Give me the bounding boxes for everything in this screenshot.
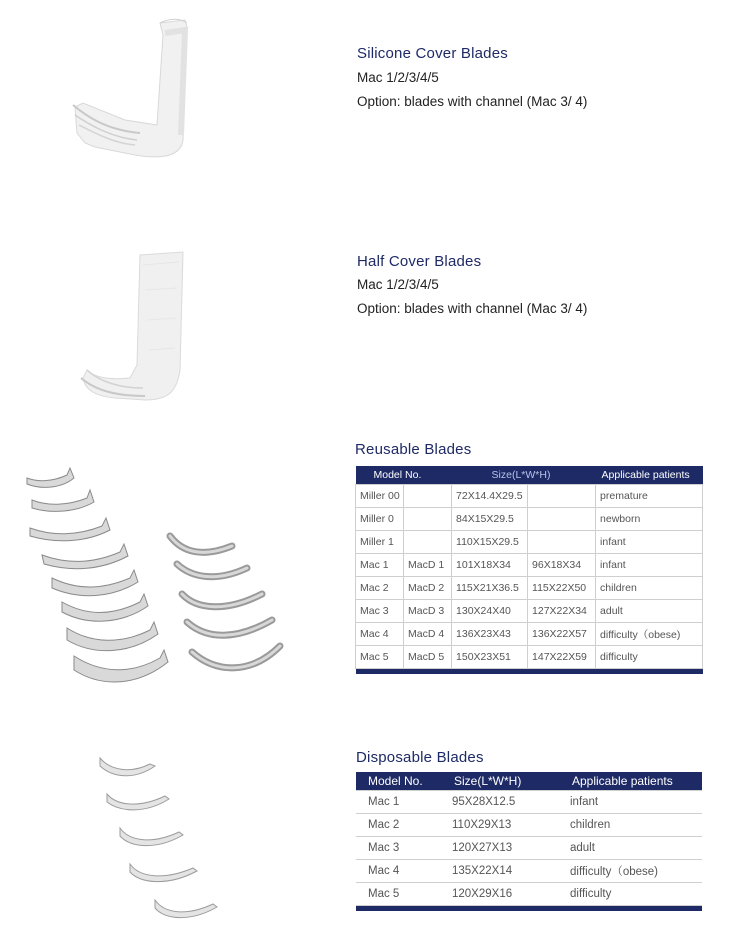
table-row	[356, 837, 702, 860]
cell-model: Mac 2	[356, 814, 448, 837]
cell-model: Mac 3	[356, 600, 404, 623]
cell-model-d: MacD 2	[404, 577, 452, 600]
cell-patients: infant	[596, 554, 703, 577]
table-row	[356, 554, 703, 577]
header-size: Size(L*W*H)	[452, 466, 596, 485]
table-row	[356, 577, 703, 600]
cell-model-d: MacD 4	[404, 623, 452, 646]
cell-model: Mac 1	[356, 554, 404, 577]
table-row	[356, 791, 702, 814]
cell-patients: children	[566, 814, 702, 837]
reusable-title: Reusable Blades	[355, 441, 472, 458]
cell-patients: difficulty（obese)	[596, 623, 703, 646]
table-row	[356, 646, 703, 669]
disposable-title: Disposable Blades	[356, 749, 484, 766]
disposable-blades-image	[95, 750, 225, 930]
cell-patients: infant	[596, 531, 703, 554]
cell-model: Mac 4	[356, 623, 404, 646]
silicone-cover-blade-image	[65, 15, 205, 165]
cell-patients: adult	[566, 837, 702, 860]
cell-size-d: 115X22X50	[528, 577, 596, 600]
cell-size: 120X27X13	[448, 837, 566, 860]
cell-patients: premature	[596, 485, 703, 508]
cell-patients: difficulty	[566, 883, 702, 906]
cell-size: 150X23X51	[452, 646, 528, 669]
cell-model-d	[404, 531, 452, 554]
cell-patients: difficulty（obese)	[566, 860, 702, 883]
cell-patients: newborn	[596, 508, 703, 531]
cell-size-d	[528, 508, 596, 531]
half-cover-title: Half Cover Blades	[357, 253, 482, 270]
cell-model-d: MacD 1	[404, 554, 452, 577]
silicone-title: Silicone Cover Blades	[357, 45, 508, 62]
cell-size-d: 136X22X57	[528, 623, 596, 646]
cell-model-d	[404, 508, 452, 531]
table-row	[356, 860, 702, 883]
reusable-blades-image	[22, 460, 292, 705]
cell-size: 115X21X36.5	[452, 577, 528, 600]
cell-size-d: 127X22X34	[528, 600, 596, 623]
disposable-table-header	[356, 772, 702, 791]
cell-model: Mac 2	[356, 577, 404, 600]
cell-model: Miller 00	[356, 485, 404, 508]
table-footer-bar	[356, 906, 702, 912]
table-footer-bar	[356, 669, 703, 675]
table-row	[356, 531, 703, 554]
reusable-table	[355, 466, 703, 674]
header-patients: Applicable patients	[596, 466, 703, 485]
cell-model: Mac 5	[356, 883, 448, 906]
reusable-table-header	[356, 466, 703, 485]
cell-model-d	[404, 485, 452, 508]
table-row	[356, 508, 703, 531]
cell-model: Mac 4	[356, 860, 448, 883]
disposable-table	[356, 772, 702, 911]
header-model: Model No.	[356, 466, 452, 485]
silicone-section	[0, 0, 750, 200]
cell-size-d: 96X18X34	[528, 554, 596, 577]
table-row	[356, 883, 702, 906]
cell-size: 130X24X40	[452, 600, 528, 623]
cell-size: 135X22X14	[448, 860, 566, 883]
table-row	[356, 814, 702, 837]
half-cover-sizes: Mac 1/2/3/4/5	[357, 277, 439, 292]
cell-size-d	[528, 531, 596, 554]
cell-model: Mac 3	[356, 837, 448, 860]
header-model: Model No.	[356, 772, 448, 791]
cell-size: 110X15X29.5	[452, 531, 528, 554]
cell-size: 110X29X13	[448, 814, 566, 837]
cell-model: Mac 1	[356, 791, 448, 814]
cell-size: 101X18X34	[452, 554, 528, 577]
silicone-sizes: Mac 1/2/3/4/5	[357, 70, 439, 85]
header-patients: Applicable patients	[566, 772, 702, 791]
table-row	[356, 623, 703, 646]
silicone-option: Option: blades with channel (Mac 3/ 4)	[357, 94, 588, 109]
cell-model-d: MacD 5	[404, 646, 452, 669]
cell-model-d: MacD 3	[404, 600, 452, 623]
header-size: Size(L*W*H)	[448, 772, 566, 791]
half-cover-option: Option: blades with channel (Mac 3/ 4)	[357, 301, 588, 316]
cell-patients: children	[596, 577, 703, 600]
half-cover-blade-image	[75, 250, 185, 440]
cell-size: 120X29X16	[448, 883, 566, 906]
cell-size: 136X23X43	[452, 623, 528, 646]
cell-model: Miller 1	[356, 531, 404, 554]
cell-model: Miller 0	[356, 508, 404, 531]
half-cover-section	[0, 220, 750, 420]
cell-patients: adult	[596, 600, 703, 623]
cell-model: Mac 5	[356, 646, 404, 669]
cell-size: 84X15X29.5	[452, 508, 528, 531]
cell-size-d: 147X22X59	[528, 646, 596, 669]
cell-patients: infant	[566, 791, 702, 814]
cell-size: 95X28X12.5	[448, 791, 566, 814]
table-row	[356, 600, 703, 623]
cell-patients: difficulty	[596, 646, 703, 669]
table-row	[356, 485, 703, 508]
cell-size-d	[528, 485, 596, 508]
cell-size: 72X14.4X29.5	[452, 485, 528, 508]
